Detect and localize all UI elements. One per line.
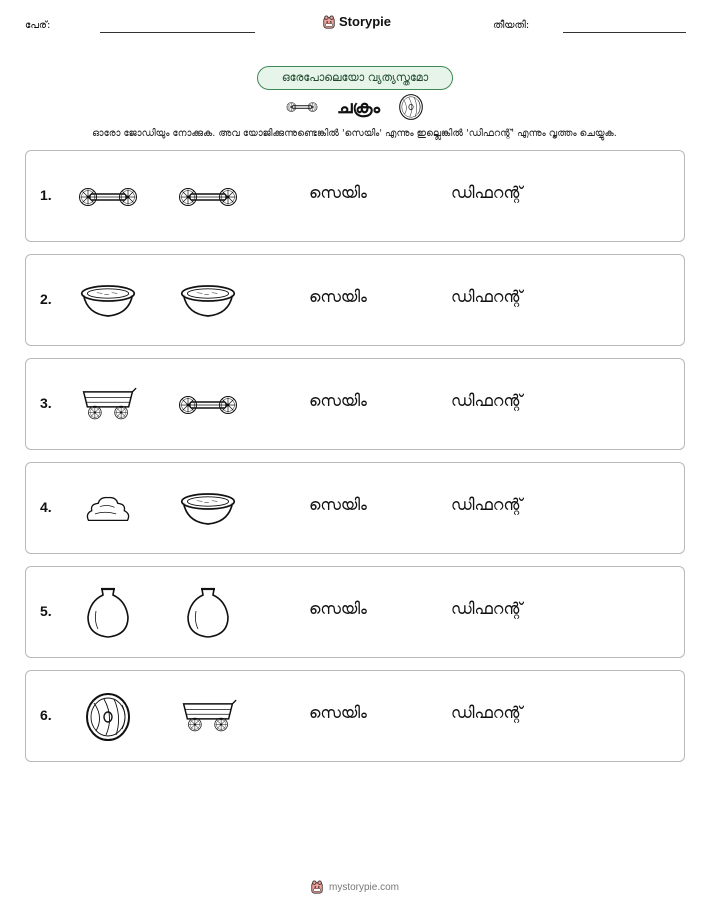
question-row-5: [25, 566, 685, 658]
wooden-wheel-icon: [84, 691, 132, 743]
different-option[interactable]: ഡിഫറന്റ്: [451, 703, 523, 722]
wooden-wheel-icon: [398, 93, 424, 121]
cart-icon: [78, 384, 138, 426]
question-number: 2.: [40, 291, 52, 307]
question-number: 5.: [40, 603, 52, 619]
same-option[interactable]: സെയിം: [309, 599, 367, 618]
question-row-6: [25, 670, 685, 762]
axle-wheels-icon: [176, 173, 240, 221]
name-line[interactable]: [100, 32, 255, 33]
brand-name: Storypie: [339, 14, 392, 29]
mascot-icon: [310, 880, 324, 894]
different-option[interactable]: ഡിഫറന്റ്: [451, 495, 523, 514]
footer-site[interactable]: mystorypie.com: [328, 881, 399, 893]
question-row-3: [25, 358, 685, 450]
brand-logo: [322, 14, 391, 29]
different-option[interactable]: ഡിഫറന്റ്: [451, 183, 523, 202]
title-row: [0, 92, 709, 122]
bowl-icon: [178, 282, 238, 320]
cart-icon: [178, 696, 238, 738]
different-option[interactable]: ഡിഫറന്റ്: [451, 287, 523, 306]
question-row-2: [25, 254, 685, 346]
question-number: 1.: [40, 187, 52, 203]
worksheet-header: [0, 12, 709, 38]
axle-wheels-icon: [285, 94, 319, 120]
date-line[interactable]: [563, 32, 686, 33]
date-label: തീയതി:: [493, 20, 530, 31]
question-row-4: [25, 462, 685, 554]
axle-wheels-icon: [176, 381, 240, 429]
question-row-1: [25, 150, 685, 242]
pot-icon: [184, 585, 232, 641]
question-number: 3.: [40, 395, 52, 411]
clay-lump-icon: [82, 492, 134, 526]
bowl-icon: [78, 282, 138, 320]
same-option[interactable]: സെയിം: [309, 391, 367, 410]
same-option[interactable]: സെയിം: [309, 183, 367, 202]
same-option[interactable]: സെയിം: [309, 495, 367, 514]
different-option[interactable]: ഡിഫറന്റ്: [451, 599, 523, 618]
pot-icon: [84, 585, 132, 641]
worksheet-title: ചക്രം: [336, 96, 381, 118]
axle-wheels-icon: [76, 173, 140, 221]
different-option[interactable]: ഡിഫറന്റ്: [451, 391, 523, 410]
question-number: 4.: [40, 499, 52, 515]
instructions-text: ഓരോ ജോഡിയും നോക്കുക. അവ യോജിക്കുന്നുണ്ടെങ്കിൽ 'സെയിം' എന്നും ഇല്ലെങ്കിൽ 'ഡിഫറന്റ്' എന്നും വൃത്തം ചെയ്യുക.: [92, 128, 617, 139]
same-option[interactable]: സെയിം: [309, 703, 367, 722]
footer: [0, 880, 709, 894]
mascot-icon: [322, 15, 336, 29]
category-pill: ഒരേപോലെയോ വ്യത്യസ്തമോ: [257, 66, 453, 90]
bowl-icon: [178, 490, 238, 528]
same-option[interactable]: സെയിം: [309, 287, 367, 306]
name-label: പേര്:: [25, 20, 51, 31]
question-number: 6.: [40, 707, 52, 723]
